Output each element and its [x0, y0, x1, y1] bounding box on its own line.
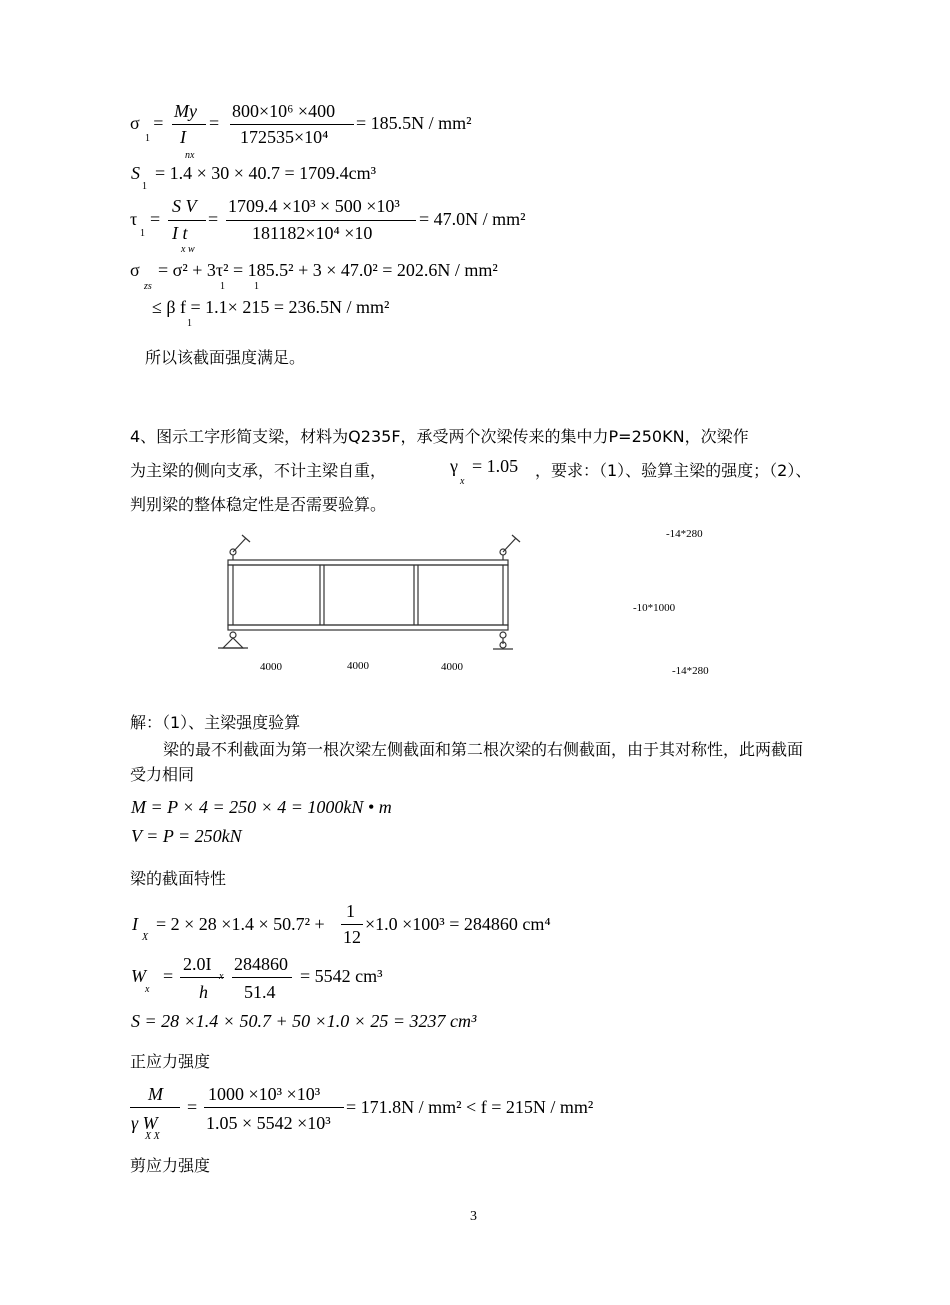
problem4-line2b: ，要求：（1）、验算主梁的强度；（2）、 [535, 461, 812, 480]
span-label-2: 4000 [347, 660, 369, 672]
tau1-den: I t [172, 223, 188, 243]
web-label: -10*1000 [633, 602, 676, 614]
problem4-gamma-sub: x [460, 476, 465, 487]
conclusion-text: 所以该截面强度满足。 [145, 348, 306, 367]
span-label-1: 4000 [260, 661, 282, 673]
solution-para-line1: 梁的最不利截面为第一根次梁左侧截面和第二根次梁的右侧截面，由于其对称性，此两截面 [163, 740, 804, 759]
problem4-gamma-val: = 1.05 [472, 456, 519, 476]
solution-heading: 解：（1）、主梁强度验算 [130, 713, 301, 732]
normal-stress-label: 正应力强度 [130, 1052, 211, 1071]
wx-num2: 284860 [234, 954, 288, 974]
span-label-3: 4000 [441, 661, 463, 673]
wx-num1-sub: x [219, 971, 224, 982]
tau1-num: S V [172, 196, 197, 216]
wx-den1: h [199, 982, 208, 1002]
ix-frac-den: 12 [343, 927, 361, 947]
wx-sub: x [145, 984, 150, 995]
sigma1-result: = 185.5N / mm² [356, 113, 472, 133]
moment-expr: M = P × 4 = 250 × 4 = 1000kN • m [131, 797, 392, 817]
ns-rhs-num: 1000 ×10³ ×10³ [208, 1084, 321, 1104]
problem4-line3: 判别梁的整体稳定性是否需要验算。 [130, 495, 387, 514]
beta-sub: 1 [187, 318, 192, 329]
wx-num1: 2.0I [183, 954, 212, 974]
shear-expr: V = P = 250kN [131, 826, 242, 846]
section-props-label: 梁的截面特性 [130, 869, 227, 888]
ix-frac-num: 1 [346, 901, 355, 921]
tau1-result: = 47.0N / mm² [419, 209, 526, 229]
page-number: 3 [470, 1209, 477, 1224]
wx-den2: 51.4 [244, 982, 276, 1002]
sigma1-sub: 1 [145, 133, 150, 144]
sigmazs-sub: zs [144, 281, 152, 292]
s1-expr: = 1.4 × 30 × 40.7 = 1709.4cm³ [155, 163, 376, 183]
problem4-line1: 4、图示工字形简支梁，材料为Q235F，承受两个次梁传来的集中力P=250KN，次梁作 [130, 427, 749, 446]
ns-num: M [148, 1084, 163, 1104]
sigmazs-expr: = σ² + 3τ² = 185.5² + 3 × 47.0² = 202.6N / mm² [158, 260, 498, 280]
ns-den-sub: X X [145, 1131, 160, 1142]
sigma1-rhs-num: 800×10⁶ ×400 [232, 101, 336, 121]
sigmazs-lhs: σ [130, 260, 140, 280]
tau1-lhs: τ [130, 209, 138, 229]
beam-diagram [218, 532, 538, 662]
wx-lhs: W [131, 966, 146, 986]
sigma1-rhs-den: 172535×10⁴ [240, 127, 329, 147]
shear-stress-label: 剪应力强度 [130, 1156, 211, 1175]
ns-result: = 171.8N / mm² < f = 215N / mm² [346, 1097, 594, 1117]
tau1-rhs-num: 1709.4 ×10³ × 500 ×10³ [228, 196, 400, 216]
problem4-gamma: γ [450, 456, 458, 476]
sigma1-lhs: σ = [130, 113, 164, 133]
ix-lhs: I [132, 914, 138, 934]
beta-expr: ≤ β f = 1.1× 215 = 236.5N / mm² [152, 297, 390, 317]
tau1-den-sub: x w [181, 244, 195, 255]
solution-para-line2: 受力相同 [130, 765, 195, 784]
bottom-flange-label: -14*280 [672, 665, 709, 677]
wx-result: = 5542 cm³ [300, 966, 383, 986]
ns-rhs-den: 1.05 × 5542 ×10³ [206, 1113, 331, 1133]
ix-sub: X [142, 932, 149, 943]
s-expr: S = 28 ×1.4 × 50.7 + 50 ×1.0 × 25 = 3237 cm³ [131, 1011, 477, 1031]
sigma1-den-sub: nx [185, 150, 195, 161]
ns-den: γ W [131, 1113, 158, 1133]
ix-expr-b: ×1.0 ×100³ = 284860 cm⁴ [365, 914, 551, 934]
sigma1-den: I [180, 127, 186, 147]
problem4-line2a: 为主梁的侧向支承，不计主梁自重， [130, 461, 387, 480]
s1-lhs: S [131, 163, 140, 183]
top-flange-label: -14*280 [666, 528, 703, 540]
sigma1-num: My [174, 101, 197, 121]
tau1-rhs-den: 181182×10⁴ ×10 [252, 223, 373, 243]
ix-expr-a: = 2 × 28 ×1.4 × 50.7² + [156, 914, 325, 934]
